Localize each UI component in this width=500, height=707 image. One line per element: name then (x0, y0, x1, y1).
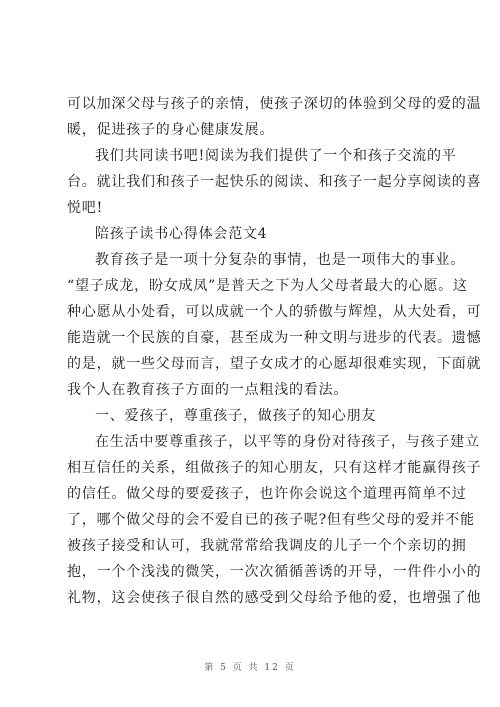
text-line: 礼物，这会使孩子很自然的感受到父母给予他的爱，也增强了他 (67, 590, 482, 606)
text-line: 能造就一个民族的自豪，甚至成为一种文明与进步的代表。遗憾 (67, 330, 482, 346)
text-line: 可以加深父母与孩子的亲情，使孩子深切的体验到父母的爱的温 (67, 96, 482, 112)
text-line: 悦吧! (67, 200, 104, 216)
text-line: 教育孩子是一项十分复杂的事情，也是一项伟大的事业。 (95, 252, 465, 268)
text-line: 的信任。做父母的要爱孩子，也许你会说这个道理再简单不过 (67, 486, 467, 502)
section-title: 陪孩子读书心得体会范文4 (95, 226, 268, 242)
text-line: 抱，一个个浅浅的微笑，一次次循循善诱的开导，一件件小小的 (67, 564, 482, 580)
text-line: 暖，促进孩子的身心健康发展。 (67, 122, 275, 138)
text-line: 了，哪个做父母的会不爱自已的孩子呢?但有些父母的爱并不能 (67, 512, 475, 528)
document-body (67, 91, 482, 611)
text-line: 台。就让我们和孩子一起快乐的阅读、和孩子一起分享阅读的喜 (67, 174, 482, 190)
text-line: 相互信任的关系，组做孩子的知心朋友，只有这样才能赢得孩子 (67, 460, 482, 476)
text-line: 的是，就一些父母而言，望子女成才的心愿却很难实现，下面就 (67, 356, 482, 372)
text-line: 种心愿从小处看，可以成就一个人的骄傲与辉煌，从大处看，可 (67, 304, 482, 320)
section-heading: 一、爱孩子，尊重孩子，做孩子的知心朋友 (95, 408, 377, 424)
text-line: 被孩子接受和认可，我就常常给我调皮的儿子一个个亲切的拥 (67, 538, 467, 554)
text-line: 我个人在教育孩子方面的一点粗浅的看法。 (67, 382, 349, 398)
text-line: “望子成龙，盼女成凤”是普天之下为人父母者最大的心愿。这 (67, 278, 468, 294)
page-number-footer: 第 5 页 共 12 页 (204, 663, 296, 673)
text-line: 我们共同读书吧!阅读为我们提供了一个和孩子交流的平 (95, 148, 457, 164)
text-line: 在生活中要尊重孩子，以平等的身份对待孩子，与孩子建立 (95, 434, 480, 450)
